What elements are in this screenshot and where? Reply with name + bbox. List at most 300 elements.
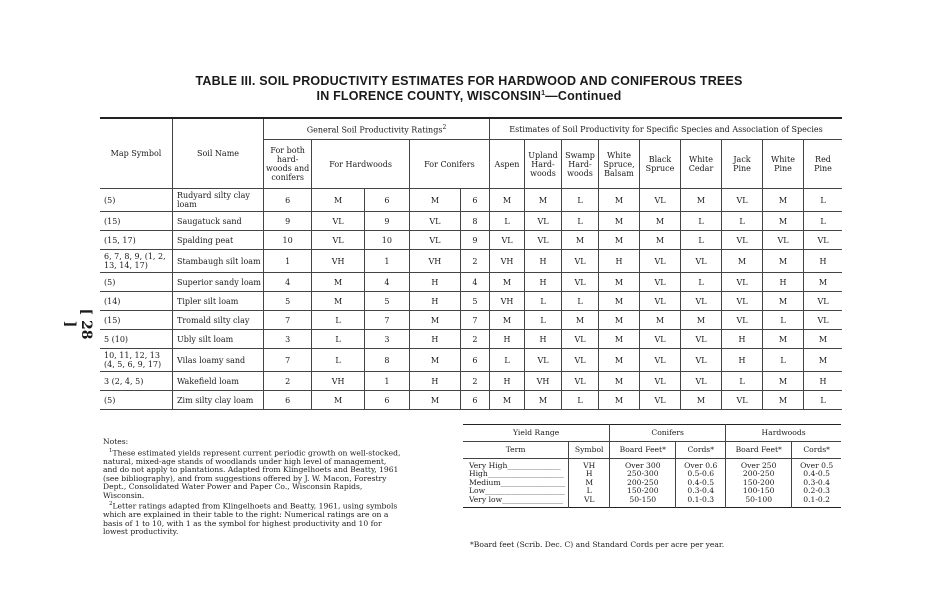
yield-term-header: Term <box>463 442 569 459</box>
rating-cell: M <box>409 189 460 212</box>
map-symbol-line: 6, 7, 8, 9, (1, 2, <box>104 252 166 261</box>
rating-cell: 7 <box>264 349 312 372</box>
rating-cell: M <box>490 273 525 292</box>
rating-cell: M <box>681 391 722 410</box>
rating-cell: L <box>681 212 722 231</box>
rating-cell: M <box>763 330 804 349</box>
header-wpine-l1: White <box>771 155 795 164</box>
header-swamp-l2: Hard- <box>568 159 592 169</box>
rating-cell: 2 <box>264 372 312 391</box>
rating-cell: M <box>490 311 525 330</box>
soil-name-cell <box>173 349 264 372</box>
rating-cell: 8 <box>364 349 409 372</box>
header-spruce-l3: Balsam <box>604 168 634 178</box>
yield-hw-cords-header: Cords* <box>792 442 841 459</box>
title-continued: —Continued <box>545 89 622 103</box>
yield-con-board-value: Over 300 <box>624 460 661 470</box>
header-aspen-l1: Aspen <box>494 159 520 169</box>
yield-range-table <box>463 424 841 508</box>
yield-symbols-value: H <box>585 469 593 479</box>
rating-cell: L <box>681 231 722 250</box>
note-2 <box>103 500 403 537</box>
header-jack-l2: Pine <box>733 164 751 173</box>
rating-cell: M <box>763 212 804 231</box>
header-estimates: Estimates of Soil Productivity for Specific Species and Association of Species <box>490 118 843 140</box>
rating-cell: L <box>562 391 599 410</box>
page-number: [ 28 ] <box>62 308 94 340</box>
rating-cell: 6 <box>460 349 489 372</box>
rating-cell: L <box>562 212 599 231</box>
rating-cell: H <box>599 250 640 273</box>
yield-symbols-value: VH <box>583 460 596 470</box>
rating-cell: H <box>763 273 804 292</box>
yield-terms-value: High____________________ <box>469 469 564 479</box>
yield-terms-value: Low_____________________ <box>469 486 565 496</box>
header-wpine-l2: Pine <box>774 164 792 173</box>
yield-terms-value: Very High______________ <box>469 460 561 470</box>
rating-cell: M <box>599 231 640 250</box>
soil-name-line: Saugatuck sand <box>177 216 242 226</box>
header-spruce-l1: White <box>607 150 631 160</box>
yield-con-board-header: Board Feet* <box>610 442 676 459</box>
rating-cell: VL <box>722 189 763 212</box>
rating-cell: VL <box>640 189 681 212</box>
rating-cell: VL <box>562 349 599 372</box>
table-row <box>100 292 842 311</box>
rating-cell: VL <box>409 231 460 250</box>
table-row <box>100 349 842 372</box>
rating-cell: M <box>599 349 640 372</box>
map-symbol-line: 5 (10) <box>104 334 129 344</box>
rating-cell: M <box>525 391 562 410</box>
yield-hw-cords-value: 0.2-0.3 <box>803 486 830 496</box>
header-white-pine <box>763 140 804 189</box>
rating-cell: VL <box>640 330 681 349</box>
rating-cell: VH <box>312 372 365 391</box>
rating-cell: VL <box>640 273 681 292</box>
rating-cell: VL <box>525 349 562 372</box>
map-symbol-cell <box>100 330 173 349</box>
map-symbol-line: 10, 11, 12, 13 <box>104 351 160 360</box>
rating-cell: VL <box>525 231 562 250</box>
rating-cell: L <box>804 391 843 410</box>
map-symbol-cell <box>100 349 173 372</box>
map-symbol-line: (15) <box>104 315 121 325</box>
rating-cell: M <box>312 273 365 292</box>
rating-cell: VL <box>804 292 843 311</box>
header-upland-l3: woods <box>530 168 556 178</box>
rating-cell: L <box>525 292 562 311</box>
map-symbol-cell <box>100 189 173 212</box>
table-row <box>100 189 842 212</box>
note-2-text: Letter ratings adapted from Klingelhoets and Beatty, 1961, using symbols which are explained in their table to the right: Numerical ratings are on a basis of 1 to 10, with 1 as the symbol for highest productivity and 10 for lowest productivity. <box>103 501 398 537</box>
table-row <box>100 273 842 292</box>
soil-name-cell <box>173 391 264 410</box>
yield-con-board-value: 200-250 <box>626 477 659 487</box>
rating-cell: 6 <box>460 189 489 212</box>
map-symbol-cell <box>100 311 173 330</box>
notes <box>103 438 403 537</box>
rating-cell: H <box>722 349 763 372</box>
rating-cell: VL <box>562 250 599 273</box>
table-row <box>100 250 842 273</box>
rating-cell: VL <box>562 273 599 292</box>
table-row <box>100 372 842 391</box>
rating-cell: M <box>525 189 562 212</box>
header-rpine-l2: Pine <box>814 164 832 173</box>
rating-cell: M <box>763 250 804 273</box>
rating-cell: M <box>763 292 804 311</box>
rating-cell: VL <box>681 292 722 311</box>
rating-cell: VL <box>640 292 681 311</box>
soil-name-line: Superior sandy loam <box>177 277 261 287</box>
map-symbol-cell <box>100 250 173 273</box>
rating-cell: VL <box>562 330 599 349</box>
rating-cell: 6 <box>460 391 489 410</box>
table-row <box>100 212 842 231</box>
yield-con-cords-value: Over 0.6 <box>684 460 718 470</box>
soil-name-cell <box>173 212 264 231</box>
map-symbol-line: (5) <box>104 277 116 287</box>
rating-cell: M <box>640 231 681 250</box>
rating-cell: VH <box>490 250 525 273</box>
productivity-table <box>100 117 842 410</box>
rating-cell: 2 <box>460 250 489 273</box>
rating-cell: L <box>562 189 599 212</box>
rating-cell: 7 <box>460 311 489 330</box>
rating-cell: L <box>312 349 365 372</box>
soil-name-line: Zim silty clay loam <box>177 395 254 405</box>
soil-name-line: Ubly silt loam <box>177 334 234 344</box>
rating-cell: 7 <box>364 311 409 330</box>
yield-symbols-value: VL <box>583 494 595 504</box>
soil-name-cell <box>173 273 264 292</box>
yield-con-cords-value: 0.4-0.5 <box>687 477 715 487</box>
soil-name-cell <box>173 250 264 273</box>
rating-cell: M <box>409 311 460 330</box>
yield-con-cords-value: 0.5-0.6 <box>687 469 715 479</box>
rating-cell: L <box>763 349 804 372</box>
map-symbol-cell <box>100 372 173 391</box>
rating-cell: M <box>312 391 365 410</box>
yield-hw-board-value: 200-250 <box>742 469 775 479</box>
rating-cell: 5 <box>264 292 312 311</box>
map-symbol-cell <box>100 273 173 292</box>
rating-cell: M <box>804 273 843 292</box>
rating-cell: L <box>681 273 722 292</box>
rating-cell: H <box>490 372 525 391</box>
header-aspen <box>490 140 525 189</box>
header-swamp-l1: Swamp <box>565 150 595 160</box>
header-white-cedar <box>681 140 722 189</box>
yield-hw-board <box>726 459 792 508</box>
header-both-l1: For both <box>270 146 305 155</box>
rating-cell: VL <box>681 349 722 372</box>
rating-cell: VH <box>409 250 460 273</box>
rating-cell: M <box>763 391 804 410</box>
header-for-conifers: For Conifers <box>409 140 489 189</box>
soil-name-line: loam <box>177 200 197 209</box>
header-general-footnote-mark: 2 <box>442 124 447 132</box>
rating-cell: L <box>804 212 843 231</box>
header-upland-l2: Hard- <box>531 159 555 169</box>
soil-name-cell <box>173 311 264 330</box>
rating-cell: M <box>409 349 460 372</box>
soil-name-line: Tromald silty clay <box>177 315 250 325</box>
header-both-l2: hard- <box>276 155 299 164</box>
header-general <box>264 118 490 140</box>
header-rpine-l1: Red <box>815 155 831 164</box>
rating-cell: 7 <box>264 311 312 330</box>
rating-cell: VL <box>490 231 525 250</box>
rating-cell: L <box>312 311 365 330</box>
rating-cell: 1 <box>364 372 409 391</box>
header-soil-name: Soil Name <box>173 118 264 189</box>
rating-cell: L <box>722 212 763 231</box>
rating-cell: M <box>599 273 640 292</box>
yield-hw-board-value: Over 250 <box>740 460 777 470</box>
rating-cell: VL <box>681 372 722 391</box>
rating-cell: M <box>599 212 640 231</box>
header-jack-l1: Jack <box>733 155 751 164</box>
yield-conifers-header: Conifers <box>610 425 726 442</box>
yield-con-board <box>610 459 676 508</box>
rating-cell: 1 <box>364 250 409 273</box>
table-title-line2 <box>0 89 938 103</box>
header-spruce-l2: Spruce, <box>603 159 635 169</box>
rating-cell: 3 <box>264 330 312 349</box>
yield-hw-cords <box>792 459 841 508</box>
rating-cell: L <box>722 372 763 391</box>
header-white-spruce <box>599 140 640 189</box>
rating-cell: M <box>722 250 763 273</box>
rating-cell: M <box>562 311 599 330</box>
table-row <box>100 330 842 349</box>
header-upland-l1: Upland <box>528 150 558 160</box>
map-symbol-cell <box>100 292 173 311</box>
rating-cell: 4 <box>364 273 409 292</box>
rating-cell: VL <box>722 292 763 311</box>
rating-cell: 6 <box>264 189 312 212</box>
rating-cell: M <box>804 330 843 349</box>
rating-cell: M <box>312 292 365 311</box>
yield-hw-cords-value: 0.1-0.2 <box>803 494 830 504</box>
soil-name-cell <box>173 292 264 311</box>
yield-terms-value: Medium_________________ <box>469 477 566 487</box>
soil-name-cell <box>173 231 264 250</box>
rating-cell: VL <box>640 349 681 372</box>
rating-cell: VL <box>804 311 843 330</box>
soil-name-line: Tipler silt loam <box>177 296 239 306</box>
header-general-label: General Soil Productivity Ratings <box>306 125 443 135</box>
yield-hw-cords-value: 0.3-0.4 <box>803 477 830 487</box>
rating-cell: M <box>763 189 804 212</box>
soil-name-line: Spalding peat <box>177 235 234 245</box>
map-symbol-line: (14) <box>104 296 121 306</box>
map-symbol-line: (5) <box>104 395 116 405</box>
header-swamp-hardwoods <box>562 140 599 189</box>
yield-range-header: Yield Range <box>463 425 610 442</box>
rating-cell: 5 <box>460 292 489 311</box>
rating-cell: 6 <box>264 391 312 410</box>
yield-con-cords <box>676 459 726 508</box>
rating-cell: 10 <box>264 231 312 250</box>
map-symbol-line: (15) <box>104 216 121 226</box>
rating-cell: VL <box>640 372 681 391</box>
yield-terms-value: Very low________________ <box>469 494 563 504</box>
notes-heading: Notes: <box>103 437 129 446</box>
rating-cell: 9 <box>264 212 312 231</box>
rating-cell: 2 <box>460 372 489 391</box>
yield-symbols <box>569 459 610 508</box>
rating-cell: M <box>763 372 804 391</box>
rating-cell: M <box>804 349 843 372</box>
rating-cell: M <box>640 212 681 231</box>
rating-cell: 1 <box>264 250 312 273</box>
rating-cell: L <box>763 311 804 330</box>
soil-name-cell <box>173 189 264 212</box>
rating-cell: VH <box>525 372 562 391</box>
note-1 <box>103 447 403 501</box>
rating-cell: VL <box>722 273 763 292</box>
rating-cell: VL <box>640 391 681 410</box>
soil-name-cell <box>173 330 264 349</box>
rating-cell: 5 <box>364 292 409 311</box>
rating-cell: 6 <box>364 391 409 410</box>
yield-con-board-value: 150-200 <box>626 486 659 496</box>
yield-hw-board-value: 150-200 <box>742 477 775 487</box>
rating-cell: VL <box>681 250 722 273</box>
rating-cell: L <box>312 330 365 349</box>
header-for-hardwoods: For Hardwoods <box>312 140 410 189</box>
rating-cell: M <box>312 189 365 212</box>
rating-cell: H <box>409 330 460 349</box>
rating-cell: M <box>599 311 640 330</box>
yield-footnote: *Board feet (Scrib. Dec. C) and Standard Cords per acre per year. <box>470 540 725 549</box>
rating-cell: VH <box>490 292 525 311</box>
rating-cell: H <box>409 273 460 292</box>
map-symbol-line: (4, 5, 6, 9, 17) <box>104 360 162 369</box>
rating-cell: VL <box>722 231 763 250</box>
rating-cell: 10 <box>364 231 409 250</box>
header-jack-pine <box>722 140 763 189</box>
map-symbol-line: 13, 14, 17) <box>104 261 148 270</box>
map-symbol-cell <box>100 391 173 410</box>
header-black-l1: Black <box>648 155 672 164</box>
yield-hw-cords-value: Over 0.5 <box>800 460 834 470</box>
table-row <box>100 311 842 330</box>
rating-cell: 3 <box>364 330 409 349</box>
rating-cell: L <box>490 349 525 372</box>
rating-cell: 4 <box>264 273 312 292</box>
rating-cell: VL <box>525 212 562 231</box>
yield-hw-board-value: 100-150 <box>742 486 775 496</box>
rating-cell: M <box>599 330 640 349</box>
soil-name-line: Stambaugh silt loam <box>177 256 261 266</box>
rating-cell: VL <box>640 250 681 273</box>
rating-cell: L <box>804 189 843 212</box>
table-row <box>100 231 842 250</box>
rating-cell: VL <box>804 231 843 250</box>
rating-cell: L <box>490 212 525 231</box>
rating-cell: VL <box>763 231 804 250</box>
table-row <box>100 391 842 410</box>
rating-cell: M <box>490 189 525 212</box>
note-1-text: These estimated yields represent current periodic growth on well-stocked, natural, mixed-age stands of woodlands under high level of management, and do not apply to plantations. Adapted from Klingelhoets and Beatty, 1961 (see bibliography), and from suggestions offered by J. W. Macon, Forestry Dept., Consolidated Water Power and Paper Co., Wisconsin Rapids, Wisconsin. <box>103 448 401 500</box>
yield-con-board-value: 50-150 <box>629 494 657 504</box>
rating-cell: VL <box>312 231 365 250</box>
rating-cell: 4 <box>460 273 489 292</box>
map-symbol-cell <box>100 231 173 250</box>
soil-name-line: Vilas loamy sand <box>177 355 246 365</box>
yield-hw-cords-value: 0.4-0.5 <box>803 469 830 479</box>
rating-cell: VL <box>681 330 722 349</box>
yield-symbols-value: L <box>586 486 592 496</box>
yield-terms <box>463 459 569 508</box>
rating-cell: VL <box>722 311 763 330</box>
rating-cell: M <box>681 189 722 212</box>
rating-cell: M <box>562 231 599 250</box>
header-black-l2: Spruce <box>645 164 675 173</box>
rating-cell: H <box>525 273 562 292</box>
yield-hw-board-header: Board Feet* <box>726 442 792 459</box>
rating-cell: VH <box>312 250 365 273</box>
note-1-mark: 1 <box>109 447 113 454</box>
title-county: IN FLORENCE COUNTY, WISCONSIN <box>316 89 542 103</box>
map-symbol-line: 3 (2, 4, 5) <box>104 376 144 386</box>
rating-cell: 8 <box>460 212 489 231</box>
rating-cell: M <box>599 372 640 391</box>
rating-cell: VL <box>312 212 365 231</box>
rating-cell: H <box>525 250 562 273</box>
table-title-line1: TABLE III. SOIL PRODUCTIVITY ESTIMATES FOR HARDWOOD AND CONIFEROUS TREES <box>195 74 743 88</box>
rating-cell: M <box>490 391 525 410</box>
header-red-pine <box>804 140 843 189</box>
yield-con-board-value: 250-300 <box>626 469 659 479</box>
yield-hardwoods-header: Hardwoods <box>726 425 841 442</box>
header-map-symbol: Map Symbol <box>100 118 173 189</box>
rating-cell: 2 <box>460 330 489 349</box>
rating-cell: M <box>599 292 640 311</box>
yield-con-cords-value: 0.1-0.3 <box>687 494 715 504</box>
header-cedar-l2: Cedar <box>688 164 714 173</box>
rating-cell: VL <box>562 372 599 391</box>
rating-cell: 6 <box>364 189 409 212</box>
yield-symbol-header: Symbol <box>569 442 610 459</box>
table-body <box>100 189 842 410</box>
header-upland-hardwoods <box>525 140 562 189</box>
header-cedar-l1: White <box>689 155 713 164</box>
rating-cell: L <box>562 292 599 311</box>
soil-name-line: Rudyard silty clay <box>177 191 250 200</box>
rating-cell: 9 <box>460 231 489 250</box>
map-symbol-cell <box>100 212 173 231</box>
rating-cell: M <box>599 391 640 410</box>
rating-cell: VL <box>722 391 763 410</box>
title-footnote-mark: 1 <box>541 89 546 97</box>
yield-symbols-value: M <box>585 477 594 487</box>
yield-con-cords-header: Cords* <box>676 442 726 459</box>
rating-cell: VL <box>409 212 460 231</box>
header-swamp-l3: woods <box>567 168 593 178</box>
rating-cell: H <box>525 330 562 349</box>
yield-con-cords-value: 0.3-0.4 <box>687 486 715 496</box>
rating-cell: L <box>525 311 562 330</box>
rating-cell: H <box>804 250 843 273</box>
rating-cell: H <box>409 292 460 311</box>
rating-cell: M <box>681 311 722 330</box>
header-both-l4: conifers <box>271 173 304 182</box>
